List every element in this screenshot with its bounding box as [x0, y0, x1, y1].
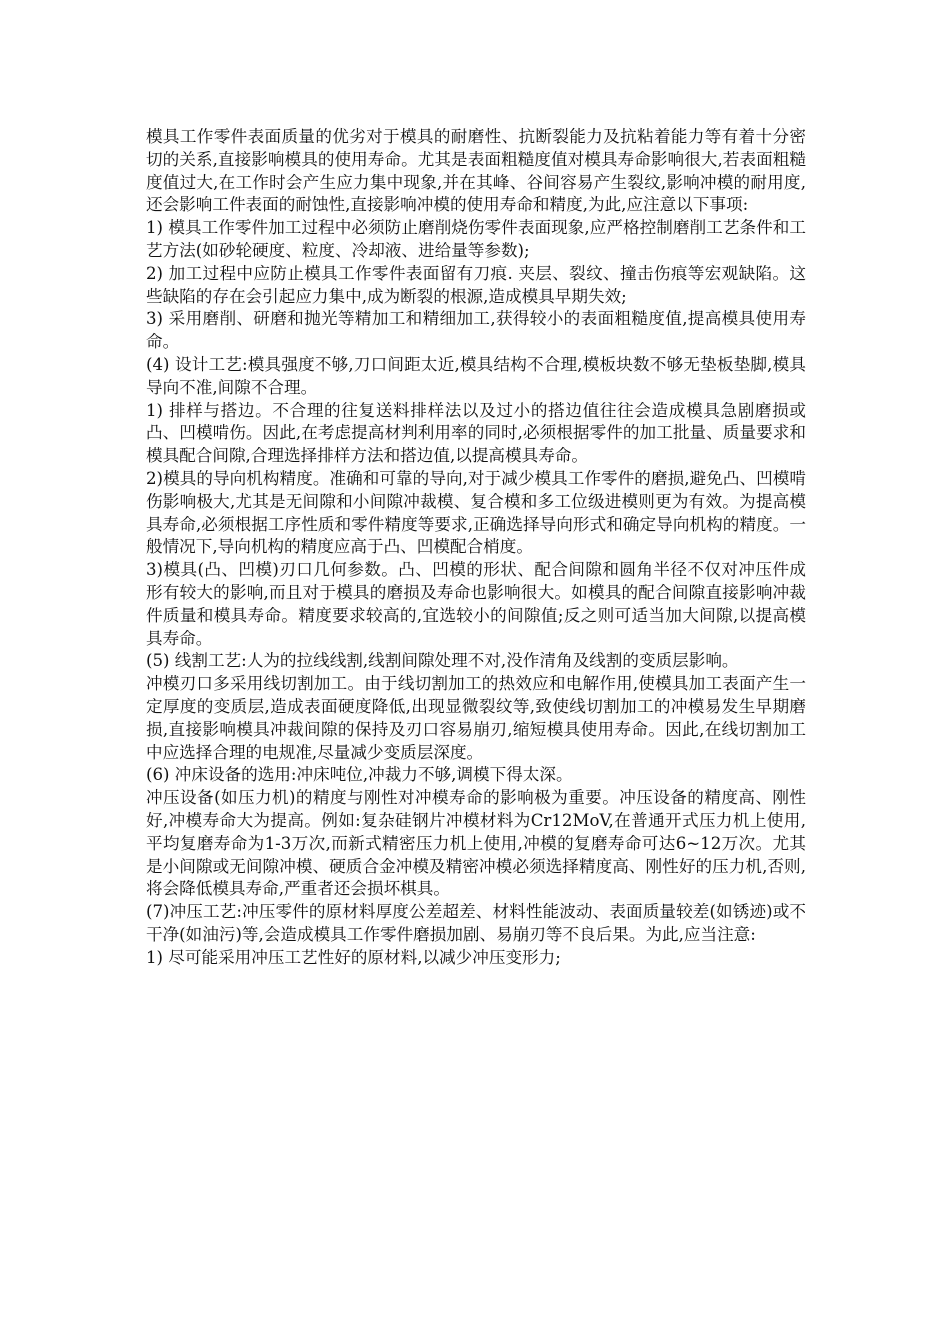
paragraph-item-guide-precision: 2)模具的导向机构精度。准确和可靠的导向,对于减少模具工作零件的磨损,避免凸、凹模啃伤影响极大,尤其是无间隙和小间隙冲裁模、复合模和多工位级进模则更为有效。为提高模具寿命,必须根据工序性质和零件精度等要求,正确选择导向形式和确定导向机构的精度。一般情况下,导向机构的精度应高于凸、凹模配合梢度。	[146, 468, 806, 557]
paragraph-wire-cut-detail: 冲模刃口多采用线切割加工。由于线切割加工的热效应和电解作用,使模具加工表面产生一定厚度的变质层,造成表面硬度降低,出现显微裂纹等,致使线切割加工的冲模易发生早期磨损,直接影响模具冲裁间隙的保持及刃口容易崩刃,缩短模具使用寿命。因此,在线切割加工中应选择合理的电规准,尽量减少变质层深度。	[146, 674, 806, 762]
paragraph-item-raw-material: 1) 尽可能采用冲压工艺性好的原材料,以减少冲压变形力;	[146, 947, 561, 967]
paragraph-item-layout-overlap: 1) 排样与搭边。不合理的往复送料排样法以及过小的搭边值往往会造成模具急剧磨损或凸、凹模啃伤。因此,在考虑提高材判利用率的同时,必须根据零件的加工批量、质量要求和模具配合间隙,合理选择排样方法和搭边值,以提高模具寿命。	[146, 400, 806, 466]
paragraph-surface-quality-intro: 模具工作零件表面质量的优劣对于模具的耐磨性、抗断裂能力及抗粘着能力等有着十分密切的关系,直接影响模具的使用寿命。尤其是表面粗糙度值对模具寿命影响很大,若表面粗糙度值过大,在工作时会产生应力集中现象,并在其峰、谷间容易产生裂纹,影响冲模的耐用度,还会影响工件表面的耐蚀性,直接影响冲模的使用寿命和精度,为此,应注意以下事项:	[146, 127, 806, 215]
paragraph-item-edge-geometry: 3)模具(凸、凹模)刃口几何参数。凸、凹模的形状、配合间隙和圆角半径不仅对冲压件成形有较大的影响,而且对于模具的磨损及寿命也影响很大。如模具的配合间隙直接影响冲裁件质量和模具寿命。精度要求较高的,宜选较小的间隙值;反之则可适当加大间隙,以提高模具寿命。	[146, 560, 806, 648]
paragraph-design-process: (4) 设计工艺:模具强度不够,刀口间距太近,模具结构不合理,模板块数不够无垫板垫脚,模具导向不准,间隙不合理。	[146, 354, 806, 397]
document-body	[146, 126, 806, 969]
paragraph-item-surface-defects: 2) 加工过程中应防止模具工作零件表面留有刀痕. 夹层、裂纹、撞击伤痕等宏观缺陷。这些缺陷的存在会引起应力集中,成为断裂的根源,造成模具早期失效;	[146, 263, 806, 306]
paragraph-stamping-process: (7)冲压工艺:冲压零件的原材料厚度公差超差、材料性能波动、表面质量较差(如锈迹)或不干净(如油污)等,会造成模具工作零件磨损加剧、易崩刃等不良后果。为此,应当注意:	[146, 902, 806, 944]
paragraph-wire-cut-process: (5) 线割工艺:人为的拉线线割,线割间隙处理不对,没作清角及线割的变质层影响。	[146, 651, 739, 671]
paragraph-item-finishing: 3) 采用磨削、研磨和抛光等精加工和精细加工,获得较小的表面粗糙度值,提高模具使用寿命。	[146, 309, 806, 352]
paragraph-item-grinding-burn: 1) 模具工作零件加工过程中必须防止磨削烧伤零件表面现象,应严格控制磨削工艺条件和工艺方法(如砂轮硬度、粒度、冷却液、进给量等参数);	[146, 218, 806, 260]
paragraph-press-selection: (6) 冲床设备的选用:冲床吨位,冲裁力不够,调模下得太深。	[146, 765, 573, 785]
paragraph-press-detail: 冲压设备(如压力机)的精度与刚性对冲模寿命的影响极为重要。冲压设备的精度高、刚性好,冲模寿命大为提高。例如:复杂硅钢片冲模材料为Cr12MoV,在普通开式压力机上使用,平均复磨寿命为1-3万次,而新式精密压力机上使用,冲模的复磨寿命可达6~12万次。尤其是小间隙或无间隙冲模、硬质合金冲模及精密冲模必须选择精度高、刚性好的压力机,否则,将会降低模具寿命,严重者还会损坏棋具。	[146, 788, 806, 899]
